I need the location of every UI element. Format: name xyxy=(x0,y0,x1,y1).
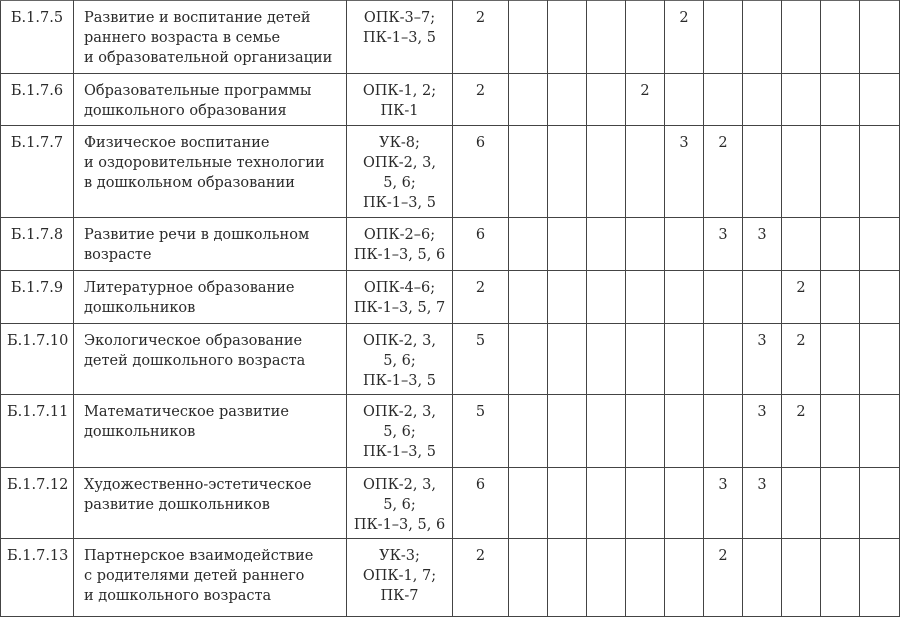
semester-cell xyxy=(665,271,704,324)
code-text: Б.1.7.13 xyxy=(7,548,69,564)
table-row xyxy=(1,218,900,271)
table-row xyxy=(1,539,900,617)
code-text: Б.1.7.8 xyxy=(10,227,64,243)
semester-cell xyxy=(509,218,548,271)
semester-cell xyxy=(665,539,704,617)
competency-line: ПК-1–3, 5, 6 xyxy=(353,517,446,533)
competency-line: ОПК-1, 2; xyxy=(362,83,437,99)
discipline-code xyxy=(1,395,74,468)
competency-line: 5, 6; xyxy=(383,497,416,513)
semester-cell xyxy=(626,126,665,218)
semester-cell xyxy=(782,1,821,74)
semester-cell: 3 xyxy=(665,126,704,218)
competencies xyxy=(347,218,453,271)
discipline-code xyxy=(1,74,74,126)
competencies xyxy=(347,74,453,126)
semester-cell xyxy=(587,1,626,74)
semester-cell: 2 xyxy=(704,126,743,218)
competency-line: ПК-1–3, 5 xyxy=(363,30,436,46)
semester-cell xyxy=(548,1,587,74)
competency-line: ОПК-3–7; xyxy=(363,10,436,26)
semester-cell xyxy=(704,395,743,468)
total-credits: 2 xyxy=(453,271,509,324)
semester-cell xyxy=(821,324,860,395)
semester-cell: 3 xyxy=(704,218,743,271)
semester-cell xyxy=(782,468,821,539)
semester-cell xyxy=(821,1,860,74)
semester-cell xyxy=(860,1,900,74)
semester-cell xyxy=(509,468,548,539)
semester-cell xyxy=(743,74,782,126)
semester-cell xyxy=(743,271,782,324)
name-line: дошкольного образования xyxy=(84,103,287,119)
table-row xyxy=(1,74,900,126)
semester-cell xyxy=(587,468,626,539)
discipline-code xyxy=(1,218,74,271)
semester-cell xyxy=(548,74,587,126)
competency-line: ПК-1–3, 5 xyxy=(363,373,436,389)
competencies xyxy=(347,324,453,395)
semester-cell xyxy=(704,324,743,395)
competency-line: ПК-1–3, 5 xyxy=(363,444,436,460)
semester-cell xyxy=(782,74,821,126)
table-row xyxy=(1,468,900,539)
name-line: Развитие и воспитание детей xyxy=(84,10,311,26)
semester-cell xyxy=(509,395,548,468)
semester-cell xyxy=(509,539,548,617)
name-line: раннего возраста в семье xyxy=(84,30,281,46)
name-line: Экологическое образование xyxy=(84,333,303,349)
discipline-name xyxy=(74,395,347,468)
code-text: Б.1.7.10 xyxy=(7,333,69,349)
semester-cell xyxy=(782,126,821,218)
semester-cell xyxy=(587,74,626,126)
name-line: Развитие речи в дошкольном xyxy=(84,227,310,243)
semester-cell xyxy=(626,468,665,539)
competency-line: ПК-1–3, 5 xyxy=(363,195,436,211)
competency-line: ПК-1–3, 5, 6 xyxy=(353,247,446,263)
name-line: Партнерское взаимодействие xyxy=(84,548,314,564)
total-credits: 2 xyxy=(453,74,509,126)
competencies xyxy=(347,395,453,468)
name-line: возрасте xyxy=(84,247,152,263)
semester-cell: 2 xyxy=(665,1,704,74)
semester-cell xyxy=(548,126,587,218)
semester-cell xyxy=(821,218,860,271)
semester-cell: 2 xyxy=(782,324,821,395)
semester-cell xyxy=(743,1,782,74)
semester-cell xyxy=(548,218,587,271)
semester-cell xyxy=(821,74,860,126)
semester-cell xyxy=(626,539,665,617)
semester-cell xyxy=(548,468,587,539)
semester-cell xyxy=(548,271,587,324)
name-line: Литературное образование xyxy=(84,280,295,296)
name-line: в дошкольном образовании xyxy=(84,175,295,191)
discipline-code xyxy=(1,324,74,395)
competency-line: ОПК-4–6; xyxy=(363,280,436,296)
discipline-name xyxy=(74,324,347,395)
semester-cell xyxy=(626,324,665,395)
semester-cell: 3 xyxy=(743,395,782,468)
competency-line: ОПК-2, 3, xyxy=(363,404,436,420)
name-line: дошкольников xyxy=(84,424,196,440)
code-text: Б.1.7.12 xyxy=(7,477,69,493)
competencies xyxy=(347,1,453,74)
semester-cell xyxy=(704,74,743,126)
name-line: развитие дошкольников xyxy=(84,497,270,513)
table-row xyxy=(1,271,900,324)
semester-cell xyxy=(665,218,704,271)
semester-cell: 3 xyxy=(743,218,782,271)
semester-cell xyxy=(821,126,860,218)
semester-cell xyxy=(665,74,704,126)
semester-cell xyxy=(626,1,665,74)
semester-cell xyxy=(860,324,900,395)
competencies xyxy=(347,468,453,539)
semester-cell xyxy=(821,468,860,539)
semester-cell xyxy=(743,539,782,617)
semester-cell xyxy=(704,1,743,74)
competency-line: ПК-1 xyxy=(380,103,419,119)
competencies xyxy=(347,126,453,218)
semester-cell xyxy=(548,539,587,617)
semester-cell xyxy=(548,395,587,468)
code-text: Б.1.7.7 xyxy=(10,135,64,151)
semester-cell xyxy=(509,74,548,126)
semester-cell xyxy=(743,126,782,218)
semester-cell xyxy=(587,126,626,218)
table-row xyxy=(1,395,900,468)
total-credits: 2 xyxy=(453,539,509,617)
discipline-code xyxy=(1,1,74,74)
code-text: Б.1.7.9 xyxy=(10,280,64,296)
discipline-code xyxy=(1,539,74,617)
discipline-name xyxy=(74,74,347,126)
discipline-name xyxy=(74,1,347,74)
semester-cell xyxy=(860,468,900,539)
name-line: Математическое развитие xyxy=(84,404,289,420)
semester-cell xyxy=(821,539,860,617)
discipline-name xyxy=(74,218,347,271)
code-text: Б.1.7.11 xyxy=(7,404,69,420)
semester-cell xyxy=(860,218,900,271)
semester-cell: 3 xyxy=(704,468,743,539)
semester-cell xyxy=(587,218,626,271)
semester-cell xyxy=(704,271,743,324)
name-line: дошкольников xyxy=(84,300,196,316)
total-credits: 6 xyxy=(453,468,509,539)
semester-cell xyxy=(821,271,860,324)
semester-cell: 3 xyxy=(743,324,782,395)
competency-line: ОПК-2, 3, xyxy=(363,477,436,493)
competencies xyxy=(347,539,453,617)
semester-cell xyxy=(821,395,860,468)
table-row xyxy=(1,126,900,218)
name-line: Художественно-эстетическое xyxy=(84,477,312,493)
competency-line: УК-3; xyxy=(379,548,420,564)
competency-line: ПК-7 xyxy=(380,588,419,604)
semester-cell xyxy=(782,218,821,271)
code-text: Б.1.7.6 xyxy=(10,83,64,99)
semester-cell xyxy=(626,271,665,324)
semester-cell xyxy=(782,539,821,617)
competency-line: 5, 6; xyxy=(383,175,416,191)
name-line: Физическое воспитание xyxy=(84,135,270,151)
semester-cell xyxy=(626,218,665,271)
competency-line: 5, 6; xyxy=(383,353,416,369)
semester-cell xyxy=(509,1,548,74)
semester-cell xyxy=(860,539,900,617)
name-line: детей дошкольного возраста xyxy=(84,353,306,369)
name-line: и образовательной организации xyxy=(84,50,333,66)
semester-cell xyxy=(587,271,626,324)
semester-cell: 2 xyxy=(782,271,821,324)
discipline-name xyxy=(74,271,347,324)
discipline-name xyxy=(74,126,347,218)
table-row xyxy=(1,1,900,74)
total-credits: 2 xyxy=(453,1,509,74)
semester-cell: 3 xyxy=(743,468,782,539)
name-line: Образовательные программы xyxy=(84,83,312,99)
semester-cell xyxy=(587,324,626,395)
semester-cell xyxy=(626,395,665,468)
semester-cell xyxy=(860,395,900,468)
semester-cell xyxy=(860,271,900,324)
competency-line: ОПК-2, 3, xyxy=(363,155,436,171)
name-line: и оздоровительные технологии xyxy=(84,155,325,171)
discipline-code xyxy=(1,126,74,218)
total-credits: 6 xyxy=(453,218,509,271)
semester-cell: 2 xyxy=(782,395,821,468)
discipline-name xyxy=(74,468,347,539)
competency-line: ОПК-2, 3, xyxy=(363,333,436,349)
semester-cell xyxy=(548,324,587,395)
total-credits: 6 xyxy=(453,126,509,218)
semester-cell xyxy=(509,324,548,395)
name-line: с родителями детей раннего xyxy=(84,568,305,584)
semester-cell xyxy=(860,74,900,126)
semester-cell xyxy=(665,468,704,539)
discipline-code xyxy=(1,468,74,539)
code-text: Б.1.7.5 xyxy=(10,10,64,26)
name-line: и дошкольного возраста xyxy=(84,588,272,604)
semester-cell xyxy=(587,395,626,468)
semester-cell: 2 xyxy=(704,539,743,617)
total-credits: 5 xyxy=(453,324,509,395)
semester-cell: 2 xyxy=(626,74,665,126)
competency-line: УК-8; xyxy=(379,135,420,151)
semester-cell xyxy=(509,126,548,218)
competency-line: ОПК-1, 7; xyxy=(362,568,437,584)
semester-cell xyxy=(665,395,704,468)
competency-line: 5, 6; xyxy=(383,424,416,440)
discipline-code xyxy=(1,271,74,324)
discipline-name xyxy=(74,539,347,617)
competencies xyxy=(347,271,453,324)
competency-line: ПК-1–3, 5, 7 xyxy=(353,300,446,316)
semester-cell xyxy=(587,539,626,617)
semester-cell xyxy=(665,324,704,395)
semester-cell xyxy=(860,126,900,218)
competency-line: ОПК-2–6; xyxy=(363,227,436,243)
total-credits: 5 xyxy=(453,395,509,468)
table-row xyxy=(1,324,900,395)
semester-cell xyxy=(509,271,548,324)
